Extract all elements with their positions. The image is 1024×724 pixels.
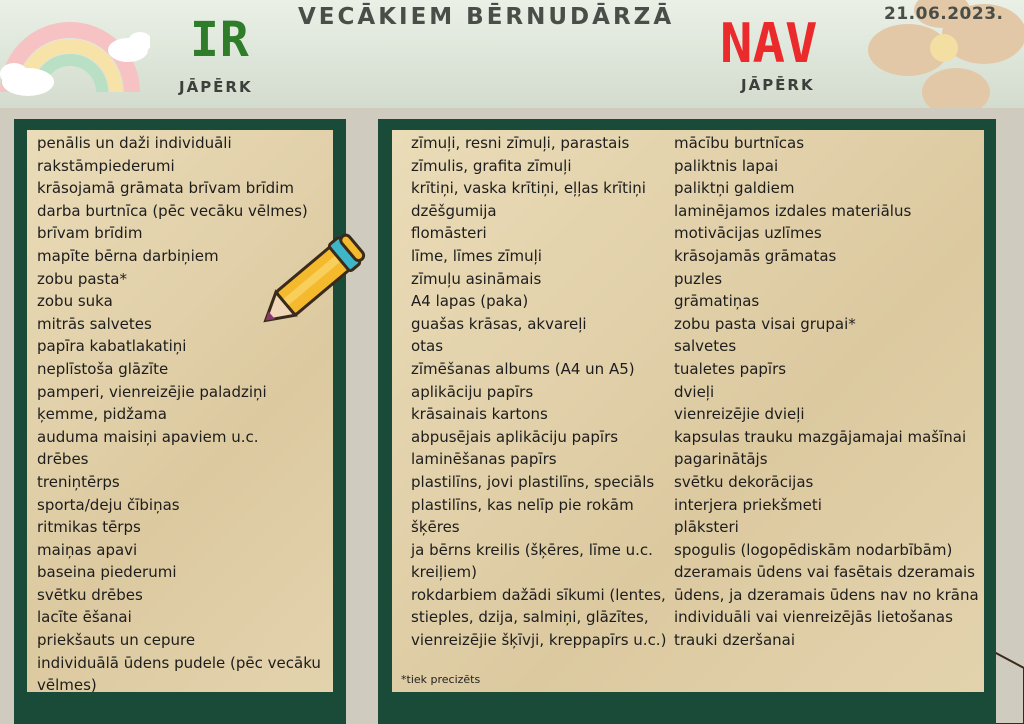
list-item: salvetes bbox=[674, 337, 737, 356]
list-item: šķēres bbox=[411, 518, 460, 537]
list-item: ja bērns kreilis (šķēres, līme u.c. bbox=[411, 540, 653, 559]
list-item: priekšauts un cepure bbox=[37, 631, 196, 650]
list-item: dzeramais ūdens vai fasētais dzeramais bbox=[674, 563, 975, 582]
list-item: lacīte ēšanai bbox=[37, 608, 132, 627]
list-item: zobu pasta visai grupai* bbox=[674, 314, 856, 333]
nav-subheading: JĀPĒRK bbox=[741, 76, 815, 94]
list-item: abpusējais aplikāciju papīrs bbox=[411, 427, 619, 446]
list-item: motivācijas uzlīmes bbox=[674, 224, 822, 243]
ir-list bbox=[37, 132, 321, 697]
list-item: plastilīns, kas nelīp pie rokām bbox=[411, 495, 634, 514]
page-title: VECĀKIEM BĒRNUDĀRZĀ bbox=[298, 4, 675, 30]
ir-subheading: JĀPĒRK bbox=[179, 78, 253, 96]
list-item: laminēšanas papīrs bbox=[411, 450, 557, 469]
list-item: grāmatiņas bbox=[674, 292, 760, 311]
list-item: plāksteri bbox=[674, 518, 739, 537]
list-item: treniņtērps bbox=[37, 472, 120, 491]
list-item: flomāsteri bbox=[411, 224, 487, 243]
list-item: krāsainais kartons bbox=[411, 405, 548, 424]
list-item: laminējamos izdales materiālus bbox=[674, 201, 912, 220]
list-item: krāsojamās grāmatas bbox=[674, 246, 837, 265]
list-item: svētku drēbes bbox=[37, 585, 143, 604]
list-item: svētku dekorācijas bbox=[674, 472, 814, 491]
rainbow-icon bbox=[0, 0, 150, 100]
list-item: līme, līmes zīmuļi bbox=[411, 246, 542, 265]
list-item: neplīstoša glāzīte bbox=[37, 359, 169, 378]
list-item: rokdarbiem dažādi sīkumi (lentes, bbox=[411, 585, 666, 604]
list-item: spogulis (logopēdiskām nodarbībām) bbox=[674, 540, 953, 559]
list-item: krāsojamā grāmata brīvam brīdim bbox=[37, 179, 294, 198]
list-item: zobu pasta* bbox=[37, 269, 127, 288]
date-label: 21.06.2023. bbox=[884, 4, 1004, 24]
list-item: rakstāmpiederumi bbox=[37, 156, 175, 175]
list-item: plastilīns, jovi plastilīns, speciāls bbox=[411, 472, 655, 491]
nav-list-column-1 bbox=[411, 132, 666, 652]
list-item: pamperi, vienreizējie paladziņi bbox=[37, 382, 267, 401]
list-item: brīvam brīdim bbox=[37, 224, 143, 243]
list-item: darba burtnīca (pēc vecāku vēlmes) bbox=[37, 201, 308, 220]
list-item: auduma maisiņi apaviem u.c. bbox=[37, 427, 259, 446]
list-item: guašas krāsas, akvareļi bbox=[411, 314, 587, 333]
list-item: interjera priekšmeti bbox=[674, 495, 822, 514]
list-item: otas bbox=[411, 337, 444, 356]
list-item: A4 lapas (paka) bbox=[411, 292, 529, 311]
nav-list-column-2 bbox=[674, 132, 979, 652]
list-item: mapīte bērna darbiņiem bbox=[37, 246, 219, 265]
list-item: zīmuļu asināmais bbox=[411, 269, 542, 288]
list-item: zīmuļi, resni zīmuļi, parastais bbox=[411, 134, 630, 152]
list-item: vienreizējie šķīvji, kreppapīrs u.c.) bbox=[411, 631, 667, 650]
nav-heading: NAV bbox=[720, 12, 818, 75]
list-item: zobu suka bbox=[37, 292, 113, 311]
list-item: mācību burtnīcas bbox=[674, 134, 805, 152]
list-item: paliktnis lapai bbox=[674, 156, 779, 175]
footnote: *tiek precizēts bbox=[401, 673, 481, 686]
list-item: ķemme, pidžama bbox=[37, 405, 167, 424]
list-item: paliktņi galdiem bbox=[674, 179, 795, 198]
list-item: aplikāciju papīrs bbox=[411, 382, 534, 401]
list-item: kapsulas trauku mazgājamajai mašīnai bbox=[674, 427, 967, 446]
list-item: zīmēšanas albums (A4 un A5) bbox=[411, 359, 635, 378]
list-item: ūdens, ja dzeramais ūdens nav no krāna bbox=[674, 585, 979, 604]
list-item: tualetes papīrs bbox=[674, 359, 787, 378]
list-item: sporta/deju čībiņas bbox=[37, 495, 180, 514]
list-item: individuāli vai vienreizējās lietošanas bbox=[674, 608, 953, 627]
list-item: vēlmes) bbox=[37, 676, 97, 695]
list-item: ritmikas tērps bbox=[37, 518, 141, 537]
list-item: drēbes bbox=[37, 450, 89, 469]
list-item: individuālā ūdens pudele (pēc vecāku bbox=[37, 653, 321, 672]
pencil-icon bbox=[248, 222, 378, 342]
list-item: baseina piederumi bbox=[37, 563, 177, 582]
ir-heading: IR bbox=[190, 12, 250, 68]
list-item: krītiņi, vaska krītiņi, eļļas krītiņi bbox=[411, 179, 646, 198]
list-item: dvieļi bbox=[674, 382, 715, 401]
list-item: pagarinātājs bbox=[674, 450, 768, 469]
list-item: puzles bbox=[674, 269, 723, 288]
list-item: maiņas apavi bbox=[37, 540, 138, 559]
list-item: papīra kabatlakatiņi bbox=[37, 337, 187, 356]
list-item: stieples, dzija, salmiņi, glāzītes, bbox=[411, 608, 649, 627]
list-item: vienreizējie dvieļi bbox=[674, 405, 805, 424]
list-item: zīmulis, grafita zīmuļi bbox=[411, 156, 572, 175]
list-item: dzēšgumija bbox=[411, 201, 497, 220]
list-item: penālis un daži individuāli bbox=[37, 134, 232, 152]
list-item: trauki dzeršanai bbox=[674, 631, 796, 650]
list-item: mitrās salvetes bbox=[37, 314, 152, 333]
list-item: kreiļiem) bbox=[411, 563, 477, 582]
